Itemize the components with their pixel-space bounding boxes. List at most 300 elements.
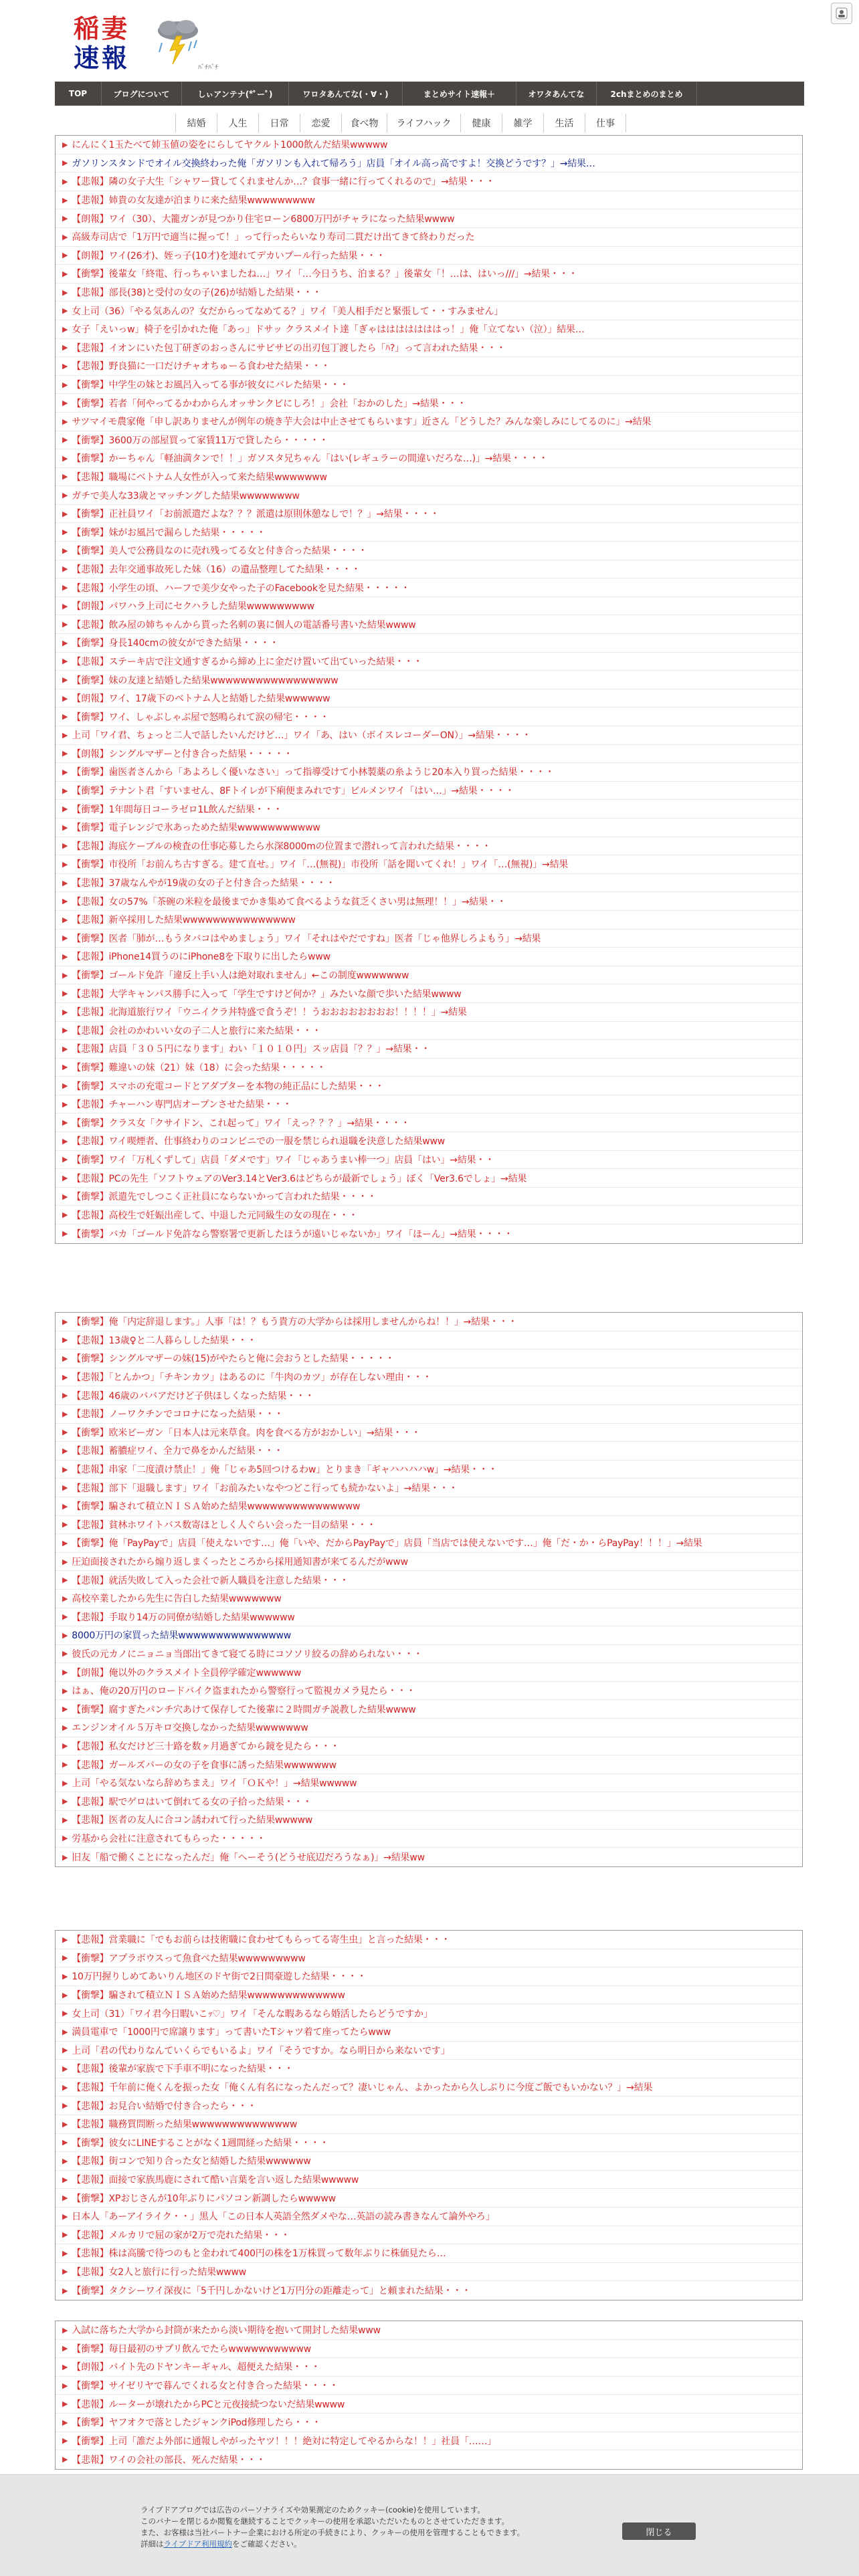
arrow-icon: ▶ [62,1063,68,1072]
arrow-icon: ▶ [62,2101,68,2111]
article-link[interactable] [56,1949,802,1968]
article-title: 【衝撃】妹がお風呂で漏らした結果・・・・・ [72,527,266,538]
arrow-icon: ▶ [62,878,68,887]
arrow-icon: ▶ [62,1210,68,1220]
article-title: 【衝撃】彼女にLINEすることがなく1週間経った結果・・・・ [72,2137,329,2149]
category-lifehack[interactable]: ライフハック [387,114,460,132]
article-title: 【衝撃】中学生の妹とお風呂入ってる事が彼女にバレた結果・・・ [72,380,349,391]
article-link[interactable] [56,634,802,653]
article-title: 【悲報】野良猫に一口だけチャオちゅーる食わせた結果・・・ [72,361,330,372]
nav-warota-antenna[interactable]: ワロタあんてな(・∀・) [289,82,403,106]
article-link[interactable] [56,1682,802,1701]
article-title: 【衝撃】歯医者さんから「あよろしく優いなさい」って指導受けて小林製薬の糸ようじ20本入り買った結果・・・・ [72,767,555,778]
arrow-icon: ▶ [62,453,68,463]
article-link[interactable] [56,2060,802,2078]
article-link[interactable] [56,782,802,800]
article-title: 【衝撃】難違いの妹（21）妹（18）に会った結果・・・・・ [72,1062,326,1073]
nav-matome-sokuho[interactable]: まとめサイト速報＋ [403,82,516,106]
article-title: 【衝撃】1年間毎日コーラゼロ1L飲んだ結果・・・ [72,804,283,815]
article-link[interactable] [56,2152,802,2171]
article-title: 【衝撃】ヤフオクで落としたジャンクiPod修理したら・・・ [72,2418,321,2429]
article-title: 【朗報】パワハラ上司にセクハラした結果wwwwwwwww [72,601,314,613]
article-link[interactable] [56,966,802,985]
article-title: 【悲報】大学キャンパス勝手に入って「学生ですけど何か？」みたいな顔で歩いた結果wwww [72,988,462,1000]
arrow-icon: ▶ [62,1630,68,1640]
article-title: 【悲報】ワイの会社の部長、死んだ結果・・・ [72,2454,266,2466]
arrow-icon: ▶ [62,2455,68,2464]
article-link[interactable] [56,1571,802,1590]
arrow-icon: ▶ [62,1971,68,1981]
article-title: 【朗報】ワイ、17歳下のベトナム人と結婚した結果wwwwww [72,693,330,705]
article-link[interactable] [56,1151,802,1170]
article-link[interactable] [56,1188,802,1206]
arrow-icon: ▶ [62,1354,68,1363]
article-link[interactable] [56,1095,802,1114]
article-link[interactable] [56,597,802,616]
cookie-banner [0,2474,859,2576]
category-health[interactable]: 健康 [460,114,502,132]
article-title: 【朗報】シングルマザーと付き合った結果・・・・・ [72,748,293,760]
article-link[interactable] [56,1755,802,1774]
article-link[interactable] [56,542,802,560]
arrow-icon: ▶ [62,1741,68,1751]
article-title: 【悲報】13歳♀と二人暮らしした結果・・・ [72,1335,257,1346]
article-link[interactable] [56,1967,802,1986]
arrow-icon: ▶ [62,823,68,832]
article-title: 【悲報】職場にベトナム人女性が入って来た結果wwwwwww [72,471,327,483]
article-link[interactable] [56,247,802,265]
article-title: 【悲報】「とんかつ」「チキンカツ」はあるのに「牛肉のカツ」が存在しない理由・・・ [72,1372,432,1384]
article-link[interactable] [56,1040,802,1059]
article-link[interactable] [56,209,802,228]
arrow-icon: ▶ [62,1520,68,1529]
arrow-icon: ▶ [62,1099,68,1109]
nav-shii-antenna[interactable]: しぃアンテナ(*ﾟーﾟ) [182,82,289,106]
article-link[interactable] [56,1003,802,1022]
logo-char: 稲 [74,13,100,43]
article-link[interactable] [56,2432,802,2451]
article-link[interactable] [56,2208,802,2226]
arrow-icon: ▶ [62,897,68,906]
article-link[interactable] [56,1224,802,1243]
arrow-icon: ▶ [62,1705,68,1714]
arrow-icon: ▶ [62,343,68,352]
feed-button[interactable] [831,3,852,24]
article-title: 【衝撃】美人で公務員なのに売れ残ってる女と付き合った結果・・・・ [72,546,367,557]
article-link[interactable] [56,468,802,487]
article-title: 【衝撃】かーちゃん「軽油満タンで！！」ガソスタ兄ちゃん「はい(レギュラーの間違いだろな…)」→結果・・・・ [72,453,549,465]
category-nav [175,114,626,132]
article-title: 女上司（31）「ワイ君今日暇いこｯ♡」ワイ「そんな暇あるなら婚活したらどうですか」 [72,2008,433,2020]
article-link[interactable] [56,1608,802,1627]
article-link[interactable] [56,726,802,745]
article-link[interactable] [56,2395,802,2413]
arrow-icon: ▶ [62,786,68,795]
article-title: ガソリンスタンドでオイル交換終わった俺「ガソリンも入れて帰ろう」店員「オイル高っ高ですよ！交換どうです？」→結果… [72,158,595,169]
article-title: 上司「君の代わりなんていくらでもいるよ」ワイ「そうですか。なら明日から来ないです」 [72,2045,450,2056]
arrow-icon: ▶ [62,1935,68,1944]
category-marriage[interactable]: 結婚 [175,114,217,132]
article-title: 上司「やる気ないなら辞めちまえ」ワイ「ＯＫや！」→結果wwwww [72,1778,357,1790]
arrow-icon: ▶ [62,1007,68,1016]
arrow-icon: ▶ [62,693,68,703]
article-link[interactable] [56,1132,802,1151]
article-link[interactable] [56,2281,802,2300]
article-link[interactable] [56,892,802,911]
category-life[interactable]: 人生 [217,114,258,132]
article-link[interactable] [56,320,802,339]
article-link[interactable] [56,671,802,689]
article-link[interactable] [56,2340,802,2359]
article-link[interactable] [56,1206,802,1224]
article-link[interactable] [56,2321,802,2340]
article-link[interactable] [56,136,802,154]
article-link[interactable] [56,2413,802,2432]
article-link[interactable] [56,2450,802,2469]
article-link[interactable] [56,1719,802,1737]
article-title: 【悲報】手取り14万の同僚が結婚した結果wwwwww [72,1612,295,1623]
article-link[interactable] [56,874,802,893]
article-link[interactable] [56,855,802,874]
article-title: 【悲報】千年前に俺くんを振った女「俺くん有名になったんだって？凄いじゃん、よかったから久しぶりに今度ご飯でもいかない？」→結果 [72,2082,653,2094]
article-link[interactable] [56,1534,802,1553]
article-link[interactable] [56,2023,802,2042]
arrow-icon: ▶ [62,232,68,241]
article-link[interactable] [56,2226,802,2245]
antenna-box [55,2321,803,2470]
arrow-icon: ▶ [62,417,68,426]
article-link[interactable] [56,1811,802,1830]
article-link[interactable] [56,560,802,579]
article-link[interactable] [56,1986,802,2005]
article-title: 【衝撃】後輩女「終電、行っちゃいましたね…」ワイ「…今日うち、泊まる？」後輩女「！…は、はいっ///」→結果・・・ [72,269,578,280]
arrow-icon: ▶ [62,140,68,149]
article-link[interactable] [56,2263,802,2282]
article-title: 【衝撃】若者「何やってるかわからんオッサンクビにしろ！」会社「おかのした」→結果・・・ [72,398,466,409]
article-link[interactable] [56,1113,802,1132]
arrow-icon: ▶ [62,177,68,186]
article-title: 10万円握りしめてあいりん地区のドヤ街で2日間豪遊した結果・・・・ [72,1971,367,1983]
article-link[interactable] [56,763,802,782]
article-link[interactable] [56,1479,802,1497]
article-title: 【悲報】ノーワクチンでコロナになった結果・・・ [72,1409,284,1420]
arrow-icon: ▶ [62,1649,68,1658]
arrow-icon: ▶ [62,2248,68,2258]
arrow-icon: ▶ [62,2046,68,2055]
arrow-icon: ▶ [62,546,68,555]
arrow-icon: ▶ [62,1852,68,1862]
arrow-icon: ▶ [62,712,68,722]
article-title: 【衝撃】アプラボウスって魚食べた結果wwwwwwwww [72,1953,306,1964]
category-trivia[interactable]: 雑学 [502,114,543,132]
article-link[interactable] [56,689,802,708]
arrow-icon: ▶ [62,749,68,758]
article-title: 旧友「船で働くことになったんだ」俺「へーそう(どうせ底辺だろうなぁ)」→結果ww [72,1852,425,1864]
article-link[interactable] [56,800,802,819]
article-link[interactable] [56,413,802,431]
article-title: 【悲報】飲み屋の姉ちゃんから貰った名刺の裏に個人の電話番号書いた結果wwww [72,619,416,631]
article-link[interactable] [56,486,802,505]
arrow-icon: ▶ [62,1335,68,1345]
article-link[interactable] [56,708,802,726]
article-title: 【衝撃】医者「肺が…もうタバコはやめましょう」ワイ「それはやだですね」医者「じゃ他界しろよもう」→結果 [72,933,541,944]
article-link[interactable] [56,745,802,764]
article-link[interactable] [56,911,802,930]
article-link[interactable] [56,505,802,524]
arrow-icon: ▶ [62,915,68,924]
article-title: 【衝撃】サイゼリヤで暮んでくれる女と付き合った結果・・・・ [72,2381,339,2392]
article-link[interactable] [56,1497,802,1516]
arrow-icon: ▶ [62,1174,68,1183]
article-link[interactable] [56,1516,802,1535]
article-link[interactable] [56,2097,802,2115]
article-link[interactable] [56,284,802,302]
article-title: サツマイモ農家俺「申し訳ありませんが例年の焼き芋大会は中止させてもらいます」近さん「どうした？みんな楽しみにしてるのに」→結果 [72,417,652,428]
arrow-icon: ▶ [62,804,68,814]
article-link[interactable] [56,819,802,837]
article-link[interactable] [56,357,802,376]
arrow-icon: ▶ [62,2230,68,2240]
article-title: 【衝撃】正社員ワイ「お前派遣だよな？？？派遣は原則休憩なしで！？」→結果・・・・ [72,509,440,520]
article-link[interactable] [56,2042,802,2060]
category-work[interactable]: 仕事 [585,114,626,132]
arrow-icon: ▶ [62,1409,68,1418]
article-title: 【悲報】ステーキ店で注文通すぎるから締め上に金だけ置いて出ていった結果・・・ [72,656,423,667]
arrow-icon: ▶ [62,859,68,869]
article-link[interactable] [56,394,802,413]
article-link[interactable] [56,191,802,210]
article-title: 【悲報】蓄膿症ワイ、全力で鼻をかんだ結果・・・ [72,1446,283,1457]
arrow-icon: ▶ [62,767,68,776]
article-title: 【衝撃】ワイ「万札くずして」店員「ダメです」ワイ「じゃあうまい棒一つ」店員「はい」→結果・・ [72,1154,494,1166]
nav-about[interactable]: ブログについて [102,82,182,106]
article-title: 【悲報】イオンにいた包丁研ぎのおっさんにサビサビの出刃包丁渡したら「ﾊ?」って言われた結果・・・ [72,342,506,354]
arrow-icon: ▶ [62,472,68,481]
arrow-icon: ▶ [62,1612,68,1622]
article-title: 【悲報】去年交通事故死した妹（16）の遺品整理してた結果・・・・ [72,564,361,575]
category-daily[interactable]: 日常 [258,114,300,132]
article-title: 【衝撃】ワイ、しゃぶしゃぶ屋で怒鳴られて涙の帰宅・・・・ [72,712,329,723]
arrow-icon: ▶ [62,1317,68,1326]
article-link[interactable] [56,1663,802,1682]
cookie-line-suffix: をご確認ください。 [231,2539,302,2549]
article-link[interactable] [56,2189,802,2208]
cookie-line [140,2539,649,2550]
article-title: 満員電車で「1000円で席譲ります」って書いたTシャツ着て座ってたらwww [72,2027,391,2038]
nav-owata-antenna[interactable]: オワタあんてな [516,82,597,106]
article-title: 上司「ワイ君、ちょっと二人で話したいんだけど…」ワイ「あ、はい（ボイスレコーダーON）」→結果・・・・ [72,730,531,742]
arrow-icon: ▶ [62,583,68,593]
arrow-icon: ▶ [62,620,68,629]
article-link[interactable] [56,948,802,966]
cookie-close-button[interactable]: 閉じる [622,2523,696,2540]
article-link[interactable] [56,1059,802,1077]
article-title: 【悲報】37歳なんやが19歳の女の子と付き合った結果・・・・ [72,878,335,889]
article-link[interactable] [56,1077,802,1095]
article-title: にんにく1玉たべて姉玉値の姿をにらしてヤクルト1000飲んだ結果wwwww [72,140,388,151]
arrow-icon: ▶ [62,1760,68,1769]
article-link[interactable] [56,1931,802,1949]
article-link[interactable] [56,1331,802,1350]
article-link[interactable] [56,2134,802,2153]
article-link[interactable] [56,1645,802,1664]
article-link[interactable] [56,1424,802,1442]
arrow-icon: ▶ [62,2418,68,2427]
article-link[interactable] [56,376,802,395]
article-link[interactable] [56,1169,802,1188]
arrow-icon: ▶ [62,1723,68,1732]
terms-link[interactable]: ライブドア利用規約 [163,2539,232,2549]
article-title: 【衝撃】バカ「ゴールド免許なら警察署で更新したほうが遠いじゃないか」ワイ「ほーん」→結果・・・・ [72,1228,513,1240]
article-link[interactable] [56,984,802,1003]
article-link[interactable] [56,1792,802,1811]
article-link[interactable] [56,1405,802,1424]
article-title: 【悲報】姉貴の女友達が泊まりに来た結果wwwwwwwww [72,195,315,207]
article-link[interactable] [56,1350,802,1368]
arrow-icon: ▶ [62,1834,68,1843]
arrow-icon: ▶ [62,1797,68,1806]
article-title: 【衝撃】ゴールド免許「違反上手い人は絶対取れません」←この制度wwwwwww [72,970,409,982]
article-title: 【悲報】営業職に「でもお前らは技術職に食わせてもらってる寄生虫」と言った結果・・・ [72,1935,451,1946]
article-link[interactable] [56,2377,802,2395]
article-link[interactable] [56,523,802,542]
cookie-line-prefix: 詳細は [140,2539,164,2549]
category-living[interactable]: 生活 [543,114,585,132]
arrow-icon: ▶ [62,970,68,980]
article-link[interactable] [56,1313,802,1331]
article-title: 【衝撃】電子レンジで氷あっためた結果wwwwwwwwwww [72,823,320,834]
article-link[interactable] [56,265,802,284]
article-title: 【衝撃】毎日最初のサプリ飲んでたらwwwwwwwwwww [72,2343,312,2355]
article-title: 8000万円の家買った結果wwwwwwwwwwwwwww [72,1630,292,1642]
article-title: 【悲報】お見合い結婚で付き合ったら・・・ [72,2101,257,2112]
article-link[interactable] [56,1590,802,1608]
article-link[interactable] [56,930,802,948]
arrow-icon: ▶ [62,730,68,740]
arrow-icon: ▶ [62,1815,68,1824]
arrow-icon: ▶ [62,1465,68,1474]
arrow-icon: ▶ [62,2436,68,2446]
article-link[interactable] [56,449,802,468]
article-link[interactable] [56,173,802,191]
arrow-icon: ▶ [62,2381,68,2390]
article-title: ガチで美人な33歳とマッチングした結果wwwwwwww [72,490,300,502]
arrow-icon: ▶ [62,380,68,389]
arrow-icon: ▶ [62,2344,68,2353]
article-link[interactable] [56,302,802,320]
arrow-icon: ▶ [62,2325,68,2335]
article-title: 【悲報】後輩が家族で下手車不明になった結果・・・ [72,2064,294,2075]
arrow-icon: ▶ [62,2399,68,2409]
article-title: 【衝撃】クラス女「クサイドン、これ起って」ワイ「えっ？？？」→結果・・・・ [72,1117,410,1129]
article-title: 【悲報】私女だけど三十路を数ヶ月過ぎてから鏡を見たら・・・ [72,1741,340,1752]
article-title: 【悲報】46歳のババアだけど子供ほしくなった結果・・・ [72,1390,314,1402]
article-link[interactable] [56,1368,802,1387]
article-link[interactable] [56,615,802,634]
article-link[interactable] [56,1737,802,1756]
article-link[interactable] [56,431,802,450]
article-link[interactable] [56,1830,802,1848]
article-title: 【悲報】店員「３０５円になります」わい「１０１０円」スッ店員「？？」→結果・・ [72,1044,431,1055]
article-link[interactable] [56,2244,802,2263]
arrow-icon: ▶ [62,1446,68,1455]
arrow-icon: ▶ [62,657,68,666]
nav-2ch-matome[interactable]: 2chまとめのまとめ [597,82,697,106]
article-title: 【悲報】北海道旅行ワイ「ウニイクラ丼特盛で食うぞ！！うおおおおおおおお！！！！」→結果 [72,1007,467,1018]
arrow-icon: ▶ [62,1594,68,1603]
article-link[interactable] [56,1386,802,1405]
article-link[interactable] [56,1774,802,1793]
article-title: 【悲報】小学生の頃、ハーフで美少女やった子のFacebookを見た結果・・・・・ [72,582,410,594]
article-link[interactable] [56,1553,802,1572]
article-link[interactable] [56,2358,802,2377]
article-link[interactable] [56,1461,802,1479]
article-title: 【悲報】医者の友人に合コン誘われて行った結果wwwww [72,1815,313,1826]
article-title: 【衝撃】欧米ビーガン「日本人は元来草食。肉を食べる方がおかしい」→結果・・・ [72,1427,421,1438]
arrow-icon: ▶ [62,1990,68,2000]
article-title: 【悲報】駅でゲロはいて倒れてる女の子拾った結果・・・ [72,1796,312,1808]
arrow-icon: ▶ [62,1953,68,1963]
arrow-icon: ▶ [62,399,68,408]
article-title: 高級寿司店で「1万円で適当に握って！」って行ったらいなり寿司二貫だけ出てきて終わりだった [72,232,475,243]
arrow-icon: ▶ [62,2009,68,2018]
arrow-icon: ▶ [62,2175,68,2184]
article-link[interactable] [56,154,802,173]
arrow-icon: ▶ [62,934,68,943]
nav-top[interactable]: TOP [55,82,102,106]
article-link[interactable] [56,2171,802,2189]
category-food[interactable]: 食べ物 [341,114,387,132]
arrow-icon: ▶ [62,1081,68,1091]
article-link[interactable] [56,1442,802,1461]
article-title: 【衝撃】妹の友達と結婚した結果wwwwwwwwwwwwwwwww [72,675,339,686]
article-title: 【悲報】隣の女子大生「シャワー貸してくれませんか…？食事一緒に行ってくれるので」→結果・・・ [72,177,495,188]
article-link[interactable] [56,837,802,856]
article-title: 【悲報】会社のかわいい女の子二人と旅行に来た結果・・・ [72,1025,321,1037]
article-title: 【朗報】ワイ（30）、大籠ガンが見つかり住宅ローン6800万円がチャラになった結果wwww [72,213,455,225]
article-title: 【朗報】バイト先のドヤンキーギャル、超便えた結果・・・ [72,2362,320,2373]
article-link[interactable] [56,1626,802,1645]
article-title: 【衝撃】XPおじさんが10年ぶりにパソコン新調したらwwwww [72,2193,336,2204]
feed-icon [835,7,848,20]
cookie-line: このバナーを閉じるか閲覧を継続することでクッキーの使用を承認いただいたものとさせていただきます。 [140,2516,510,2526]
cookie-line: また、お客様は当社パートナー企業における所定の手続きにより、クッキーの使用を管理することもできます。 [140,2528,525,2537]
article-link[interactable] [56,1022,802,1041]
article-link[interactable] [56,653,802,671]
site-logo[interactable] [67,12,221,76]
article-title: 女上司（36）「やる気あんの？女だからってなめてる？」ワイ「美人相手だと緊張して・・すみません」 [72,306,504,317]
arrow-icon: ▶ [62,324,68,334]
article-title: 【悲報】海底ケーブルの検査の仕事応募したら水深8000mの位置まで潜れって言われた結果・・・・ [72,841,491,852]
arrow-icon: ▶ [62,361,68,370]
article-link[interactable] [56,2004,802,2023]
article-link[interactable] [56,2115,802,2134]
arrow-icon: ▶ [62,1778,68,1788]
article-link[interactable] [56,578,802,597]
site-header [0,0,859,80]
article-link[interactable] [56,339,802,358]
article-link[interactable] [56,228,802,247]
cookie-text [140,2504,649,2550]
article-link[interactable] [56,1700,802,1719]
article-link[interactable] [56,2078,802,2097]
article-link[interactable] [56,1848,802,1866]
article-title: 【悲報】女2人と旅行に行った結果wwww [72,2266,246,2278]
category-love[interactable]: 恋愛 [300,114,341,132]
arrow-icon: ▶ [62,2212,68,2221]
arrow-icon: ▶ [62,1501,68,1511]
logo-char: 妻 [102,13,128,43]
